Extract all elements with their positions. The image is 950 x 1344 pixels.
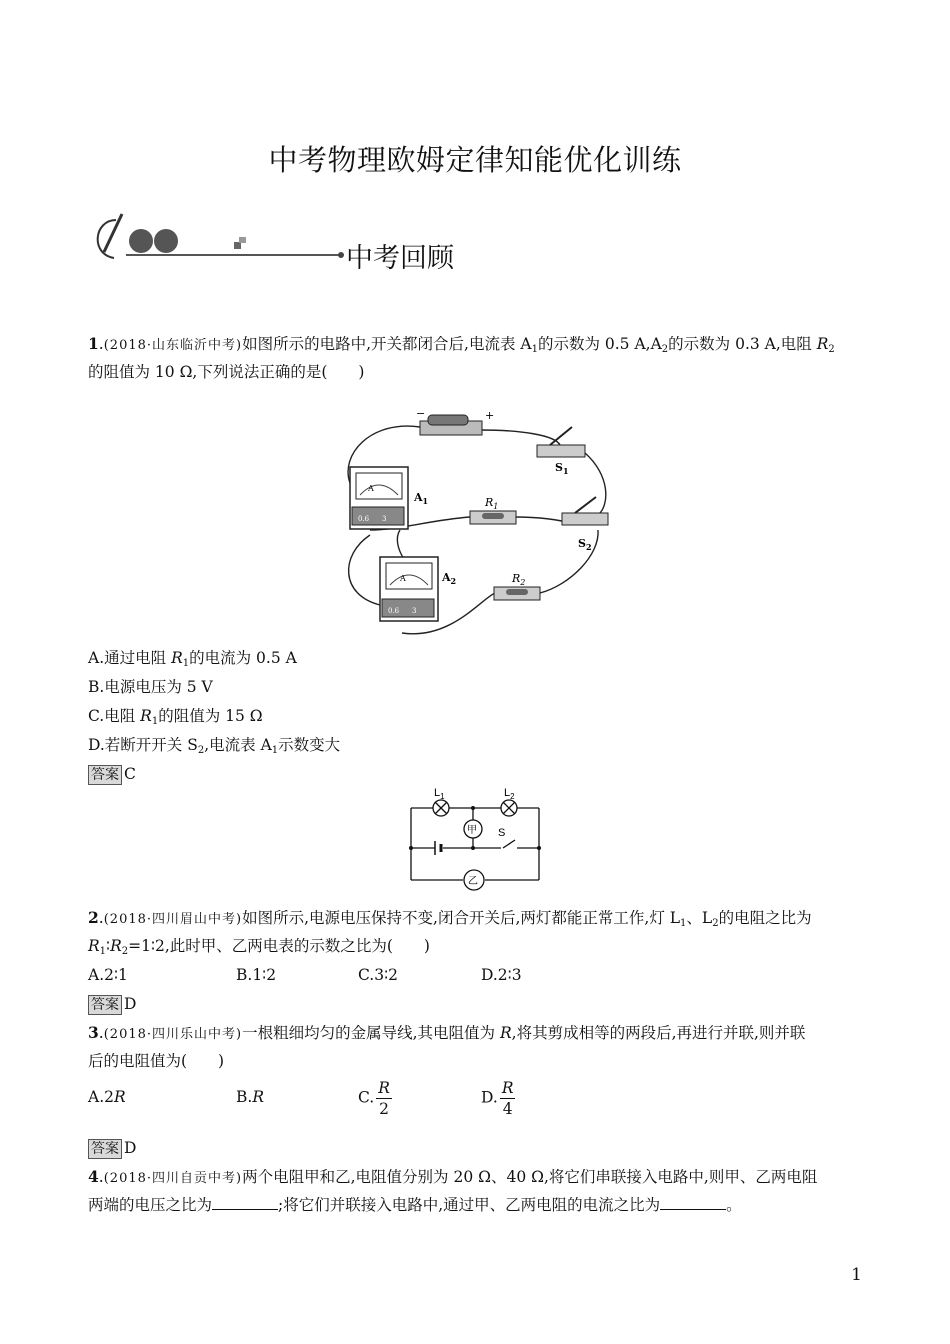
section-banner-graphic (86, 212, 348, 268)
svg-text:S2: $S_2$ (578, 537, 592, 552)
question-2-line-2: $R_1∶R_2=1∶2$,此时甲、乙两电表的示数之比为( ) (88, 937, 430, 957)
question-1-option-a: A.通过电阻 $R_1$的电流为 0.5 A (88, 649, 297, 669)
section-title: 中考回顾 (346, 243, 454, 274)
svg-text:R2: $R_2$ (512, 572, 526, 587)
svg-text:L2: $L_2$ (504, 787, 515, 801)
answer-blank-1[interactable] (212, 1195, 278, 1210)
question-1-option-c: C.电阻 $R_1$的阻值为 15 Ω (88, 707, 263, 727)
svg-text:A2: $A_2$ (442, 571, 457, 586)
question-2-option-d: D.2∶3 (481, 966, 522, 984)
question-1-answer: 答案 C (88, 760, 136, 789)
svg-text:L1: $L_1$ (434, 787, 445, 801)
banner-square-icon (239, 237, 246, 243)
question-4-line-2: 两端的电压之比为 ;将它们并联接入电路中,通过甲、乙两电阻的电流之比为 。 (88, 1196, 742, 1214)
question-2-option-b: B.1∶2 (236, 966, 277, 984)
question-1-option-b: B.电源电压为 5 V (88, 678, 213, 696)
question-2-line-1: 2.(2018·四川眉山中考)如图所示,电源电压保持不变,闭合开关后,两灯都能正常工作,灯 $L_1$、$L_2$的电阻之比为 (88, 908, 812, 929)
svg-text:S1: $S_1$ (555, 461, 569, 476)
question-1-option-d: D.若断开开关 $S_2$,电流表 $A_1$示数变大 (88, 736, 341, 756)
question-1-line-1: 1.(2018·山东临沂中考)如图所示的电路中,开关都闭合后,电流表 $A_1$的示数为 0.5 $A,A_2$的示数为 0.3 A,电阻 $R_2$ (88, 334, 835, 355)
svg-text:3: 3 (412, 607, 417, 615)
question-3-line-2: 后的电阻值为( ) (88, 1052, 225, 1070)
page-number: 1 (851, 1265, 862, 1285)
banner-end-dot (338, 252, 344, 258)
svg-text:A: A (400, 574, 406, 583)
question-4-line-1: 4.(2018·四川自贡中考)两个电阻甲和乙,电阻值分别为 20 Ω、40 Ω,将它们串联接入电路中,则甲、乙两电阻 (88, 1167, 818, 1186)
svg-text:−: − (416, 407, 426, 420)
page-title: 中考物理欧姆定律知能优化训练 (268, 143, 682, 177)
question-3-option-c: C. $\frac{R}{2}$ (358, 1079, 390, 1118)
question-3-option-b: B.R (236, 1088, 264, 1106)
answer-blank-2[interactable] (660, 1195, 726, 1210)
svg-text:乙: 乙 (468, 876, 478, 887)
circuit-figure-1 (330, 405, 630, 645)
svg-text:3: 3 (382, 515, 387, 523)
svg-text:0.6: 0.6 (358, 515, 370, 523)
svg-text:0.6: 0.6 (388, 607, 400, 615)
svg-text:S: S (498, 827, 506, 839)
circuit-figure-2 (405, 784, 545, 894)
question-1-line-2: 的阻值为 10 Ω,下列说法正确的是( ) (88, 363, 365, 381)
banner-square-icon (234, 242, 241, 249)
svg-text:A: A (368, 484, 374, 493)
question-3-answer: 答案 D (88, 1134, 136, 1163)
banner-dot-icon (129, 229, 153, 253)
svg-text:+: + (485, 409, 495, 422)
question-3-option-a: A.2R (88, 1088, 126, 1106)
question-3-option-d: D. $\frac{R}{4}$ (481, 1079, 514, 1118)
question-3-line-1: 3.(2018·四川乐山中考)一根粗细均匀的金属导线,其电阻值为 R,将其剪成相等的两段后,再进行并联,则并联 (88, 1023, 806, 1042)
svg-text:A1: $A_1$ (414, 491, 429, 506)
question-2-option-a: A.2∶1 (88, 966, 128, 984)
banner-dot-icon (154, 229, 178, 253)
svg-text:R1: $R_1$ (485, 496, 499, 511)
question-2-answer: 答案 D (88, 990, 136, 1019)
question-2-option-c: C.3∶2 (358, 966, 398, 984)
svg-text:甲: 甲 (467, 825, 477, 836)
banner-arc-icon (98, 220, 116, 258)
